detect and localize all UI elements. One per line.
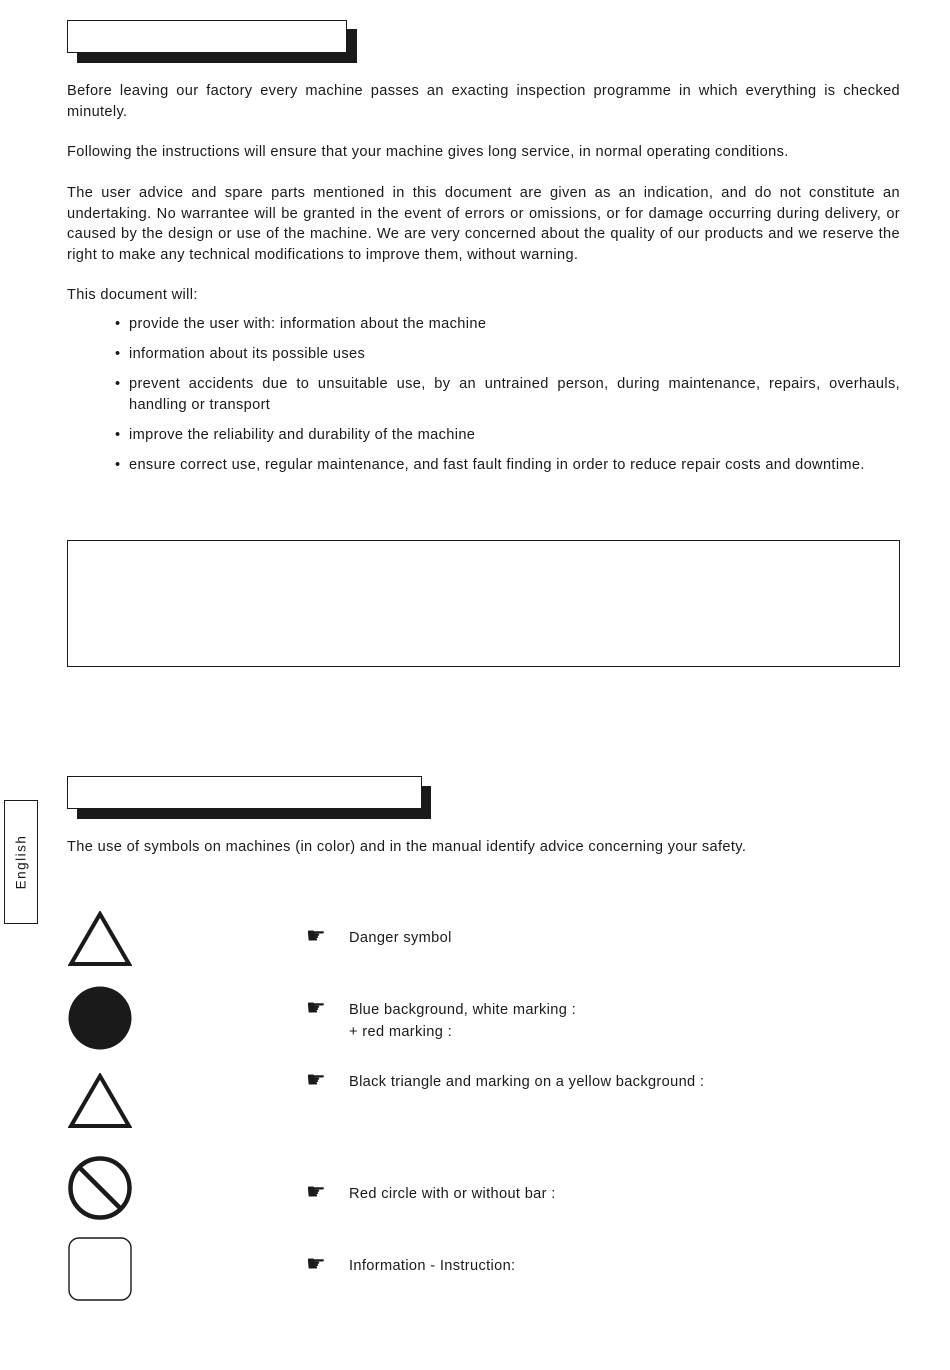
intro-paragraph-3: The user advice and spare parts mentioned in this document are given as an indication, and do not constitute an undertaking. No warrantee will be granted in the event of errors or omissions, or for damage occurring during delivery, or caused by the design or use of the machine. We are very concerned about the quality of our products and we reserve the right to make any technical modifications to improve them, without warning.: [67, 185, 900, 263]
list-item: • provide the user with: information about the machine: [115, 314, 900, 335]
language-tab: [4, 800, 38, 924]
purpose-list: [115, 314, 900, 485]
rounded-square-icon: [67, 1236, 133, 1302]
pointer-hand-icon: ☛: [306, 995, 326, 1020]
bullet-icon: •: [115, 376, 121, 392]
pointer-hand-icon: ☛: [306, 1179, 326, 1204]
bullet-icon: •: [115, 316, 121, 332]
pointer-hand-icon: ☛: [306, 1067, 326, 1092]
intro-paragraph-1: Before leaving our factory every machine passes an exacting inspection programme in which everything is checked minutely.: [67, 83, 900, 120]
section-header-box: [67, 776, 422, 809]
list-item: • prevent accidents due to unsuitable use, by an untrained person, during maintenance, repairs, overhauls, handling or transport: [115, 376, 900, 413]
symbol-description-secondary: + red marking :: [349, 1024, 452, 1040]
bullet-icon: •: [115, 456, 121, 473]
symbol-description: Red circle with or without bar :: [349, 1186, 556, 1202]
language-tab-label: English: [13, 834, 29, 890]
bullet-icon: •: [115, 426, 121, 443]
pointer-hand-icon: ☛: [306, 1251, 326, 1276]
symbol-description: Black triangle and marking on a yellow background :: [349, 1074, 705, 1090]
symbol-description: Information - Instruction:: [349, 1258, 516, 1274]
pointer-hand-icon: ☛: [306, 923, 326, 948]
warning-triangle-icon: [68, 1073, 132, 1129]
prohibition-circle-icon: [67, 1155, 133, 1221]
intro-paragraph-4: This document will:: [67, 287, 198, 303]
safety-intro: The use of symbols on machines (in color) and in the manual identify advice concerning your safety.: [67, 839, 747, 855]
list-item: • improve the reliability and durability of the machine: [115, 425, 900, 446]
symbol-description: Blue background, white marking :: [349, 1002, 576, 1018]
note-box: [67, 540, 900, 667]
list-item: • information about its possible uses: [115, 344, 900, 365]
symbol-description: Danger symbol: [349, 930, 452, 946]
filled-circle-icon: [67, 985, 133, 1051]
intro-paragraph-2: Following the instructions will ensure that your machine gives long service, in normal operating conditions.: [67, 144, 789, 160]
list-item: • ensure correct use, regular maintenance, and fast fault finding in order to reduce repair costs and downtime.: [115, 455, 900, 476]
section-header-box: [67, 20, 347, 53]
warning-triangle-icon: [68, 911, 132, 967]
bullet-icon: •: [115, 346, 121, 362]
